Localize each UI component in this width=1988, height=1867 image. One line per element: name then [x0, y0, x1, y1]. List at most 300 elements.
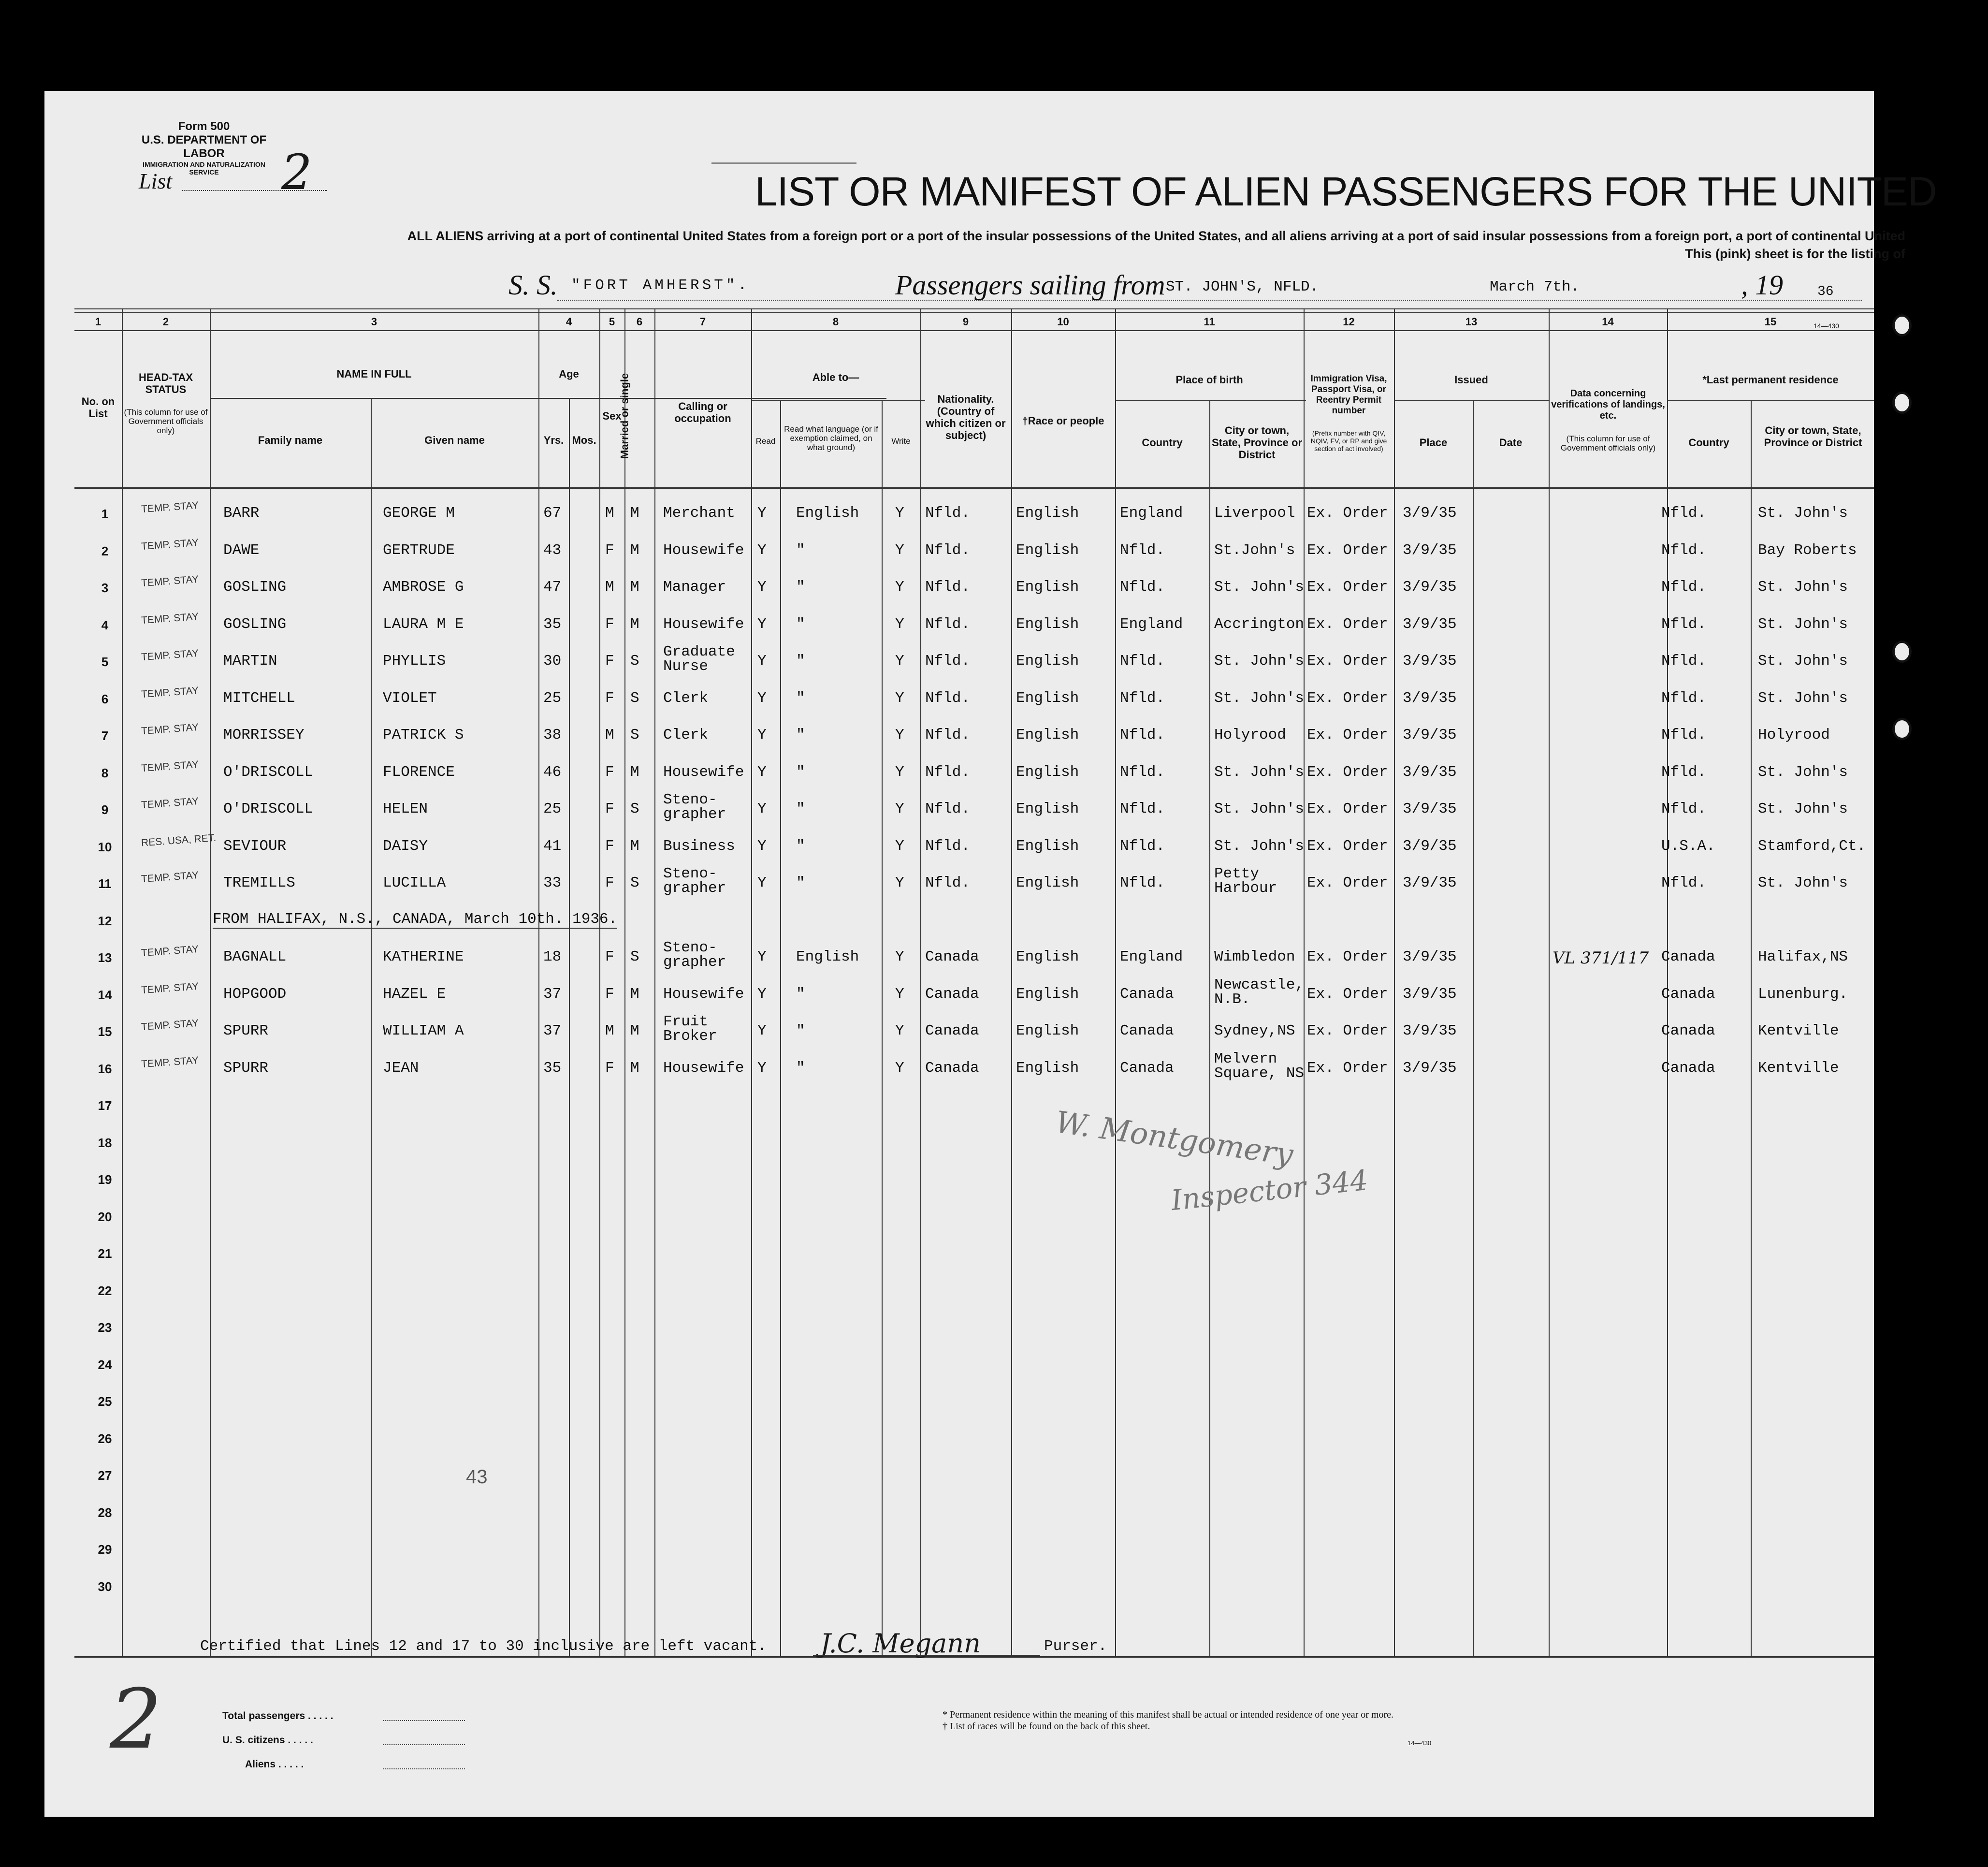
race: English — [1016, 653, 1079, 670]
given-name: DAISY — [383, 837, 428, 855]
row-number: 28 — [98, 1505, 112, 1520]
issued-place: 3/9/35 — [1403, 505, 1457, 522]
residence-country: Canada — [1661, 985, 1715, 1003]
header-visa-note: (Prefix number with QIV, NQIV, FV, or RP and give section of act involved) — [1310, 429, 1387, 452]
table-top-rule-2 — [74, 312, 1874, 313]
vline — [1394, 308, 1395, 1657]
aliens-label: Aliens . . . . . — [245, 1759, 304, 1770]
marital-status: S — [630, 948, 639, 965]
punch-hole — [1892, 314, 1912, 336]
family-name: MORRISSEY — [223, 727, 305, 744]
colnum: 7 — [699, 316, 706, 328]
head-tax-status: TEMP. STAY — [141, 869, 199, 885]
punch-hole — [1892, 392, 1912, 414]
marital-status: M — [630, 837, 639, 855]
can-write: Y — [895, 653, 904, 670]
family-name: HOPGOOD — [223, 985, 287, 1003]
age-years: 33 — [543, 875, 562, 891]
row-number: 29 — [98, 1542, 112, 1557]
row-number: 17 — [98, 1098, 112, 1113]
header-write: Write — [891, 437, 911, 446]
age-years: 43 — [543, 541, 562, 559]
punch-hole — [1892, 1183, 1912, 1206]
visa-number: Ex. Order — [1307, 1059, 1388, 1077]
read-language: " — [796, 763, 805, 781]
nationality: Nfld. — [925, 837, 971, 855]
can-write: Y — [895, 541, 904, 559]
marital-status: M — [630, 579, 639, 596]
can-read: Y — [757, 541, 767, 559]
vline — [1473, 400, 1474, 1657]
can-write: Y — [895, 727, 904, 744]
race: English — [1016, 1059, 1079, 1077]
row-number: 9 — [101, 802, 109, 817]
birth-city: Newcastle, N.B. — [1214, 976, 1305, 1008]
occupation: Clerk — [663, 689, 709, 707]
can-read: Y — [757, 615, 767, 633]
can-read: Y — [757, 727, 767, 744]
read-language: " — [796, 1059, 805, 1077]
header-able-to: Able to— — [812, 371, 859, 383]
header-bottom-rule — [74, 487, 1874, 489]
issued-place: 3/9/35 — [1403, 689, 1457, 707]
given-name: FLORENCE — [383, 763, 455, 781]
issued-subrule — [1394, 400, 1549, 401]
row-number: 23 — [98, 1320, 112, 1335]
sex: F — [605, 541, 614, 559]
family-name: SEVIOUR — [223, 837, 287, 855]
given-name: PATRICK S — [383, 727, 464, 744]
page-count-stamp: 43 — [466, 1466, 488, 1488]
header-head-tax-note: (This column for use of Government officials only) — [124, 408, 208, 435]
given-name: WILLIAM A — [383, 1022, 464, 1039]
vline — [751, 308, 752, 1657]
sex: M — [605, 727, 614, 744]
nationality: Nfld. — [925, 875, 971, 891]
can-write: Y — [895, 689, 904, 707]
family-name: DAWE — [223, 541, 260, 559]
punch-hole — [1892, 1585, 1912, 1607]
punch-hole — [1892, 641, 1912, 663]
visa-number: Ex. Order — [1307, 875, 1388, 891]
head-tax-status: TEMP. STAY — [141, 721, 199, 737]
given-name: GERTRUDE — [383, 541, 455, 559]
marital-status: M — [630, 615, 639, 633]
race: English — [1016, 801, 1079, 817]
given-name: VIOLET — [383, 689, 437, 707]
nationality: Nfld. — [925, 801, 971, 817]
can-write: Y — [895, 763, 904, 781]
sailing-date: March 7th. — [1490, 278, 1580, 295]
row-number: 12 — [98, 913, 112, 928]
birth-country: Nfld. — [1120, 541, 1165, 559]
vline — [538, 308, 539, 1657]
birth-country: England — [1120, 505, 1183, 522]
can-read: Y — [757, 875, 767, 891]
sex: F — [605, 875, 614, 891]
header-data-note: (This column for use of Government officials only) — [1560, 434, 1656, 452]
birth-country: Nfld. — [1120, 579, 1165, 596]
header-visa: Immigration Visa, Passport Visa, or Reentry Permit number — [1310, 374, 1387, 416]
visa-number: Ex. Order — [1307, 689, 1388, 707]
can-write: Y — [895, 985, 904, 1003]
birth-city: Liverpool — [1214, 505, 1295, 522]
header-birth-city: City or town, State, Province or District — [1211, 424, 1303, 461]
occupation: Manager — [663, 579, 726, 596]
birth-country: Canada — [1120, 985, 1174, 1003]
residence-city: Halifax,NS — [1758, 948, 1848, 965]
sex: F — [605, 837, 614, 855]
residence-city: St. John's — [1758, 763, 1848, 781]
able-subrule — [751, 400, 925, 401]
residence-city: Kentville — [1758, 1059, 1839, 1077]
visa-number: Ex. Order — [1307, 505, 1388, 522]
vline — [654, 308, 655, 1657]
given-name: JEAN — [383, 1059, 419, 1077]
age-years: 25 — [543, 689, 562, 707]
ss-label: S. S. — [508, 269, 558, 301]
header-res-country: Country — [1688, 437, 1729, 449]
visa-number: Ex. Order — [1307, 763, 1388, 781]
punch-hole — [1892, 1262, 1912, 1284]
visa-number: Ex. Order — [1307, 615, 1388, 633]
issued-place: 3/9/35 — [1403, 801, 1457, 817]
nationality: Nfld. — [925, 689, 971, 707]
residence-city: Bay Roberts — [1758, 541, 1857, 559]
issued-place: 3/9/35 — [1403, 985, 1457, 1003]
head-tax-status: TEMP. STAY — [141, 758, 199, 774]
residence-country: Nfld. — [1661, 689, 1707, 707]
row-number: 22 — [98, 1283, 112, 1298]
age-years: 38 — [543, 727, 562, 744]
residence-country: Nfld. — [1661, 653, 1707, 670]
marital-status: S — [630, 689, 639, 707]
colnum: 2 — [162, 316, 169, 328]
can-read: Y — [757, 837, 767, 855]
residence-city: Lunenburg. — [1758, 985, 1848, 1003]
subtitle-line-2: This (pink) sheet is for the listing of — [1684, 247, 1905, 261]
header-married-text: Married or single — [618, 373, 631, 459]
can-write: Y — [895, 837, 904, 855]
header-issued-place: Place — [1419, 437, 1448, 449]
age-years: 30 — [543, 653, 562, 670]
can-read: Y — [757, 579, 767, 596]
name-age-subrule — [210, 398, 886, 399]
row-number: 3 — [101, 581, 109, 595]
colnum: 14 — [1602, 316, 1614, 328]
can-write: Y — [895, 801, 904, 817]
marital-status: M — [630, 1022, 639, 1039]
row-number: 1 — [101, 507, 109, 521]
can-write: Y — [895, 615, 904, 633]
visa-number: Ex. Order — [1307, 985, 1388, 1003]
header-mos: Mos. — [572, 434, 596, 446]
race: English — [1016, 689, 1079, 707]
nationality: Canada — [925, 1059, 979, 1077]
colnum: 1 — [95, 316, 102, 328]
header-family-name: Family name — [258, 434, 323, 446]
age-years: 37 — [543, 985, 562, 1003]
can-read: Y — [757, 985, 767, 1003]
residence-country: Canada — [1661, 948, 1715, 965]
issued-place: 3/9/35 — [1403, 579, 1457, 596]
table-top-rule — [74, 308, 1874, 309]
colnum: 5 — [609, 316, 615, 328]
certification-text: Certified that Lines 12 and 17 to 30 inclusive are left vacant. — [200, 1638, 767, 1655]
colnum: 12 — [1343, 316, 1355, 328]
age-years: 35 — [543, 1059, 562, 1077]
given-name: PHYLLIS — [383, 653, 446, 670]
header-birth-country: Country — [1142, 437, 1183, 449]
row-number: 18 — [98, 1135, 112, 1150]
birth-city: St.John's — [1214, 541, 1295, 559]
route-note: FROM HALIFAX, N.S., CANADA, March 10th. 1936. — [213, 910, 618, 928]
occupation: Business — [663, 837, 735, 855]
marital-status: S — [630, 727, 639, 744]
family-name: GOSLING — [223, 615, 287, 633]
birth-city: St. John's — [1214, 689, 1305, 707]
residence-city: Stamford,Ct. — [1758, 837, 1866, 855]
read-language: " — [796, 727, 805, 744]
header-data-concerning: Data concerning verifications of landings, etc. — [1551, 388, 1665, 421]
age-years: 35 — [543, 615, 562, 633]
residence-country: Nfld. — [1661, 763, 1707, 781]
head-tax-status: TEMP. STAY — [141, 980, 199, 996]
birth-country: England — [1120, 948, 1183, 965]
visa-number: Ex. Order — [1307, 801, 1388, 817]
family-name: GOSLING — [223, 579, 287, 596]
nationality: Canada — [925, 1022, 979, 1039]
issued-place: 3/9/35 — [1403, 541, 1457, 559]
race: English — [1016, 875, 1079, 891]
row-number: 27 — [98, 1468, 112, 1483]
birth-country: Nfld. — [1120, 727, 1165, 744]
race: English — [1016, 615, 1079, 633]
occupation: Housewife — [663, 763, 744, 781]
birth-city: St. John's — [1214, 579, 1305, 596]
birth-country: Nfld. — [1120, 837, 1165, 855]
row-number: 13 — [98, 950, 112, 965]
birth-subrule — [1115, 400, 1306, 401]
colnum: 8 — [832, 316, 839, 328]
total-passengers-line — [383, 1720, 465, 1721]
birth-city: Petty Harbour — [1214, 865, 1277, 897]
can-read: Y — [757, 689, 767, 707]
read-language: English — [796, 948, 859, 965]
can-read: Y — [757, 948, 767, 965]
subtitle-line-1: ALL ALIENS arriving at a port of continental United States from a foreign port or a port of the insular possessions of the United States, and all aliens arriving at a port of said insular possessions from a foreign port, a port of continental United — [407, 229, 1905, 243]
total-passengers-label: Total passengers . . . . . — [222, 1710, 334, 1721]
row-number: 20 — [98, 1209, 112, 1224]
visa-number: Ex. Order — [1307, 579, 1388, 596]
colnum-rule — [74, 330, 1874, 331]
race: English — [1016, 541, 1079, 559]
given-name: HELEN — [383, 801, 428, 817]
birth-country: Nfld. — [1120, 875, 1165, 891]
head-tax-status: TEMP. STAY — [141, 795, 199, 811]
header-nationality: Nationality. (Country of which citizen or subject) — [926, 393, 1006, 441]
family-name: BAGNALL — [223, 948, 287, 965]
row-number: 19 — [98, 1172, 112, 1187]
row-number: 11 — [98, 876, 112, 891]
verification-note: VL 371/117 — [1553, 948, 1649, 968]
head-tax-status: RES. USA, RET. — [141, 832, 217, 848]
race: English — [1016, 948, 1079, 965]
header-married — [619, 368, 631, 465]
header-age: Age — [559, 368, 579, 380]
occupation: Clerk — [663, 727, 709, 744]
occupation: Housewife — [663, 541, 744, 559]
inspector-title: Inspector 344 — [1169, 1163, 1370, 1217]
read-language: " — [796, 689, 805, 707]
given-name: HAZEL E — [383, 985, 446, 1003]
residence-country: U.S.A. — [1661, 837, 1715, 855]
read-language: " — [796, 579, 805, 596]
can-write: Y — [895, 505, 904, 522]
us-citizens-line — [383, 1744, 465, 1745]
header-sex: Sex — [602, 410, 622, 422]
row-number: 25 — [98, 1394, 112, 1409]
can-write: Y — [895, 875, 904, 891]
race: English — [1016, 579, 1079, 596]
read-language: " — [796, 615, 805, 633]
row-number: 21 — [98, 1246, 112, 1261]
occupation: Housewife — [663, 1059, 744, 1077]
title-rule — [711, 162, 856, 164]
can-read: Y — [757, 1022, 767, 1039]
header-no-on-list: No. on List — [81, 395, 115, 420]
row-number: 2 — [101, 543, 109, 558]
vline — [780, 400, 781, 1657]
visa-number: Ex. Order — [1307, 541, 1388, 559]
nationality: Nfld. — [925, 653, 971, 670]
sex: M — [605, 505, 614, 522]
sex: M — [605, 1022, 614, 1039]
vline — [1209, 400, 1210, 1657]
birth-country: Nfld. — [1120, 763, 1165, 781]
read-language: " — [796, 985, 805, 1003]
birth-city: St. John's — [1214, 653, 1305, 670]
sex: F — [605, 615, 614, 633]
vline — [624, 308, 625, 1657]
header-res-city: City or town, State, Province or District — [1764, 424, 1862, 449]
footer-page-mark: 2 — [110, 1672, 162, 1767]
header-name-in-full: NAME IN FULL — [336, 368, 412, 380]
header-issued: Issued — [1454, 374, 1488, 386]
can-write: Y — [895, 1059, 904, 1077]
occupation: Steno- grapher — [663, 865, 726, 897]
visa-number: Ex. Order — [1307, 727, 1388, 744]
head-tax-status: TEMP. STAY — [141, 647, 199, 663]
row-number: 15 — [98, 1024, 112, 1039]
us-citizens-label: U. S. citizens . . . . . — [222, 1735, 313, 1746]
race: English — [1016, 985, 1079, 1003]
purser-label: Purser. — [1044, 1638, 1107, 1655]
vline — [1115, 308, 1116, 1657]
inspector-signature: W. Montgomery — [1053, 1104, 1295, 1173]
residence-city: St. John's — [1758, 689, 1848, 707]
birth-country: Nfld. — [1120, 689, 1165, 707]
nationality: Canada — [925, 985, 979, 1003]
nationality: Canada — [925, 948, 979, 965]
read-language: " — [796, 653, 805, 670]
residence-country: Nfld. — [1661, 541, 1707, 559]
form-header — [141, 120, 267, 176]
race: English — [1016, 727, 1079, 744]
given-name: GEORGE M — [383, 505, 455, 522]
year-suffix: 36 — [1817, 284, 1834, 299]
age-years: 67 — [543, 505, 562, 522]
ship-name: "FORT AMHERST". — [571, 277, 750, 294]
head-tax-status: TEMP. STAY — [141, 537, 199, 552]
occupation: Steno- grapher — [663, 939, 726, 971]
occupation: Housewife — [663, 615, 744, 633]
issued-place: 3/9/35 — [1403, 653, 1457, 670]
birth-city: Accrington — [1214, 615, 1305, 633]
colnum: 10 — [1057, 316, 1069, 328]
vline — [1751, 400, 1752, 1657]
vline — [599, 308, 600, 1657]
family-name: MARTIN — [223, 653, 277, 670]
age-years: 25 — [543, 801, 562, 817]
residence-country: Nfld. — [1661, 875, 1707, 891]
year-prefix: , 19 — [1741, 269, 1783, 301]
row-number: 30 — [98, 1579, 112, 1594]
head-tax-status: TEMP. STAY — [141, 943, 199, 959]
colnum: 13 — [1465, 316, 1478, 328]
header-calling: Calling or occupation — [674, 400, 731, 424]
race: English — [1016, 837, 1079, 855]
birth-city: St. John's — [1214, 801, 1305, 817]
header-given-name: Given name — [424, 434, 485, 446]
head-tax-status: TEMP. STAY — [141, 611, 199, 626]
punch-hole — [1892, 1507, 1912, 1530]
given-name: LUCILLA — [383, 875, 446, 891]
row-number: 4 — [101, 617, 109, 632]
row-number: 24 — [98, 1357, 112, 1372]
marital-status: M — [630, 763, 639, 781]
marital-status: S — [630, 875, 639, 891]
residence-city: Kentville — [1758, 1022, 1839, 1039]
occupation: Merchant — [663, 505, 735, 522]
given-name: AMBROSE G — [383, 579, 464, 596]
residence-country: Nfld. — [1661, 801, 1707, 817]
page-title: LIST OR MANIFEST OF ALIEN PASSENGERS FOR THE UNITED — [755, 169, 1937, 214]
row-number: 14 — [98, 987, 112, 1002]
sex: F — [605, 763, 614, 781]
birth-country: England — [1120, 615, 1183, 633]
birth-city: Sydney,NS — [1214, 1022, 1295, 1039]
nationality: Nfld. — [925, 615, 971, 633]
marital-status: S — [630, 801, 639, 817]
family-name: BARR — [223, 505, 260, 522]
birth-city: Melvern Square, NS — [1214, 1050, 1305, 1082]
issued-place: 3/9/35 — [1403, 1022, 1457, 1039]
visa-number: Ex. Order — [1307, 837, 1388, 855]
occupation: Housewife — [663, 985, 744, 1003]
family-name: O'DRISCOLL — [223, 763, 314, 781]
occupation: Steno- grapher — [663, 791, 726, 823]
marital-status: M — [630, 1059, 639, 1077]
given-name: KATHERINE — [383, 948, 464, 965]
sex: F — [605, 689, 614, 707]
birth-city: St. John's — [1214, 837, 1305, 855]
row-number: 10 — [98, 839, 112, 854]
sailing-label: Passengers sailing from — [895, 269, 1165, 301]
residence-city: St. John's — [1758, 579, 1848, 596]
family-name: MITCHELL — [223, 689, 295, 707]
header-head-tax: HEAD-TAX STATUS — [138, 371, 193, 395]
